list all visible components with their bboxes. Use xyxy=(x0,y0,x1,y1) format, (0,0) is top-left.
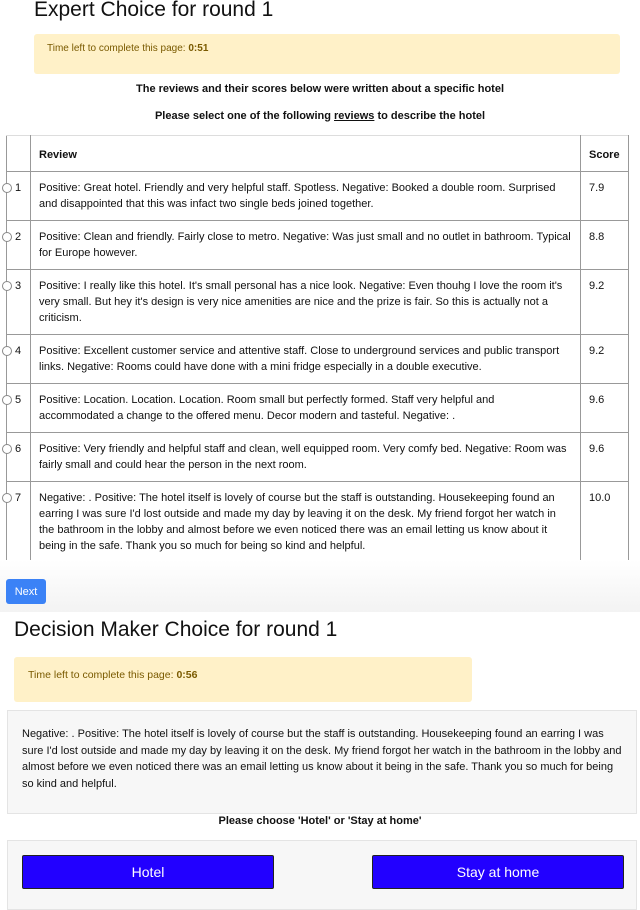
review-radio[interactable] xyxy=(2,183,12,193)
row-number xyxy=(7,335,31,384)
review-radio[interactable] xyxy=(2,281,12,291)
instruction-text: The reviews and their scores below were written about a specific hotel xyxy=(136,83,504,95)
timer-value: 0:56 xyxy=(176,669,198,681)
review-text: Positive: I really like this hotel. It's small personal has a nice look. Negative: Even thouhg I love the room it's very small. But hey it's design is very nice amenities are nice and the prize is fair. So this is actually not a criticism. xyxy=(31,270,581,335)
table-row[interactable] xyxy=(7,335,629,384)
review-radio[interactable] xyxy=(2,444,12,454)
row-number xyxy=(7,221,31,270)
table-row[interactable] xyxy=(7,433,629,482)
row-number xyxy=(7,384,31,433)
selected-review: Negative: . Positive: The hotel itself is lovely of course but the staff is outstanding. Housekeeping found an earring I was sure I'd lost outside and made my day by leaving it on the desk. My friend forgot her watch in the bathroom in the lobby and almost before we even noticed there was an email letting us know about it being in the safe. Thank you so much for being so kind and helpful. xyxy=(7,710,637,814)
table-row[interactable] xyxy=(7,221,629,270)
row-index: 4 xyxy=(15,345,22,357)
review-radio[interactable] xyxy=(2,493,12,503)
table-row[interactable] xyxy=(7,482,629,563)
row-index: 2 xyxy=(15,231,22,243)
timer-label: Time left to complete this page: xyxy=(47,43,186,54)
col-review: Review xyxy=(31,136,581,172)
next-button[interactable]: Next xyxy=(6,579,46,604)
review-text: Positive: Clean and friendly. Fairly close to metro. Negative: Was just small and no outlet in bathroom. Typical for Europe however. xyxy=(31,221,581,270)
row-index: 7 xyxy=(15,492,22,504)
instruction-select xyxy=(0,110,640,122)
review-radio[interactable] xyxy=(2,232,12,242)
review-score: 10.0 xyxy=(581,482,629,563)
review-text: Positive: Very friendly and helpful staff and clean, well equipped room. Very comfy bed. Negative: Room was fairly small and could hear the person in the next room. xyxy=(31,433,581,482)
col-select xyxy=(7,136,31,172)
timer-label: Time left to complete this page: xyxy=(28,669,174,681)
reviews-link: reviews xyxy=(334,110,375,122)
row-index: 6 xyxy=(15,443,22,455)
table-row[interactable] xyxy=(7,384,629,433)
review-score: 8.8 xyxy=(581,221,629,270)
review-text: Negative: . Positive: The hotel itself is lovely of course but the staff is outstanding. Housekeeping found an earring I was sure I'd lost outside and made my day by leaving it on the desk. My friend forgot her watch in the bathroom in the lobby and almost before we even noticed there was an email letting us know about it being in the safe. Thank you so much for being so kind and helpful. xyxy=(31,482,581,563)
timer-banner xyxy=(34,34,620,74)
review-score: 7.9 xyxy=(581,172,629,221)
review-radio[interactable] xyxy=(2,346,12,356)
reviews-table xyxy=(6,135,629,563)
choice-prompt: Please choose 'Hotel' or 'Stay at home' xyxy=(218,815,422,827)
table-row[interactable] xyxy=(7,172,629,221)
row-index: 5 xyxy=(15,394,22,406)
review-score: 9.6 xyxy=(581,433,629,482)
review-text: Positive: Great hotel. Friendly and very helpful staff. Spotless. Negative: Booked a double room. Surprised and disappointed that this was infact two single beds joined together. xyxy=(31,172,581,221)
review-text: Positive: Location. Location. Location. Room small but perfectly formed. Staff very helpful and accommodated a change to the offered menu. Decor modern and tasteful. Negative: . xyxy=(31,384,581,433)
instruction-post: to describe the hotel xyxy=(374,110,486,122)
review-text: Positive: Excellent customer service and attentive staff. Close to underground services and public transport links. Negative: Rooms could have done with a mini fridge especially in a double executive. xyxy=(31,335,581,384)
row-number xyxy=(7,172,31,221)
review-score: 9.6 xyxy=(581,384,629,433)
section-divider xyxy=(0,560,640,612)
table-row[interactable] xyxy=(7,270,629,335)
timer-banner-decision xyxy=(14,657,472,702)
hotel-button[interactable]: Hotel xyxy=(22,855,274,889)
timer-value: 0:51 xyxy=(188,43,209,54)
expert-title: Expert Choice for round 1 xyxy=(34,0,274,21)
decision-title: Decision Maker Choice for round 1 xyxy=(14,618,338,641)
row-number xyxy=(7,270,31,335)
review-score: 9.2 xyxy=(581,270,629,335)
review-score: 9.2 xyxy=(581,335,629,384)
row-number xyxy=(7,433,31,482)
choice-panel xyxy=(7,840,637,910)
row-index: 1 xyxy=(15,182,22,194)
table-header xyxy=(7,136,629,172)
row-index: 3 xyxy=(15,280,22,292)
stay-at-home-button[interactable]: Stay at home xyxy=(372,855,624,889)
review-radio[interactable] xyxy=(2,395,12,405)
row-number xyxy=(7,482,31,563)
col-score: Score xyxy=(581,136,629,172)
instruction-pre: Please select one of the following xyxy=(154,110,335,122)
